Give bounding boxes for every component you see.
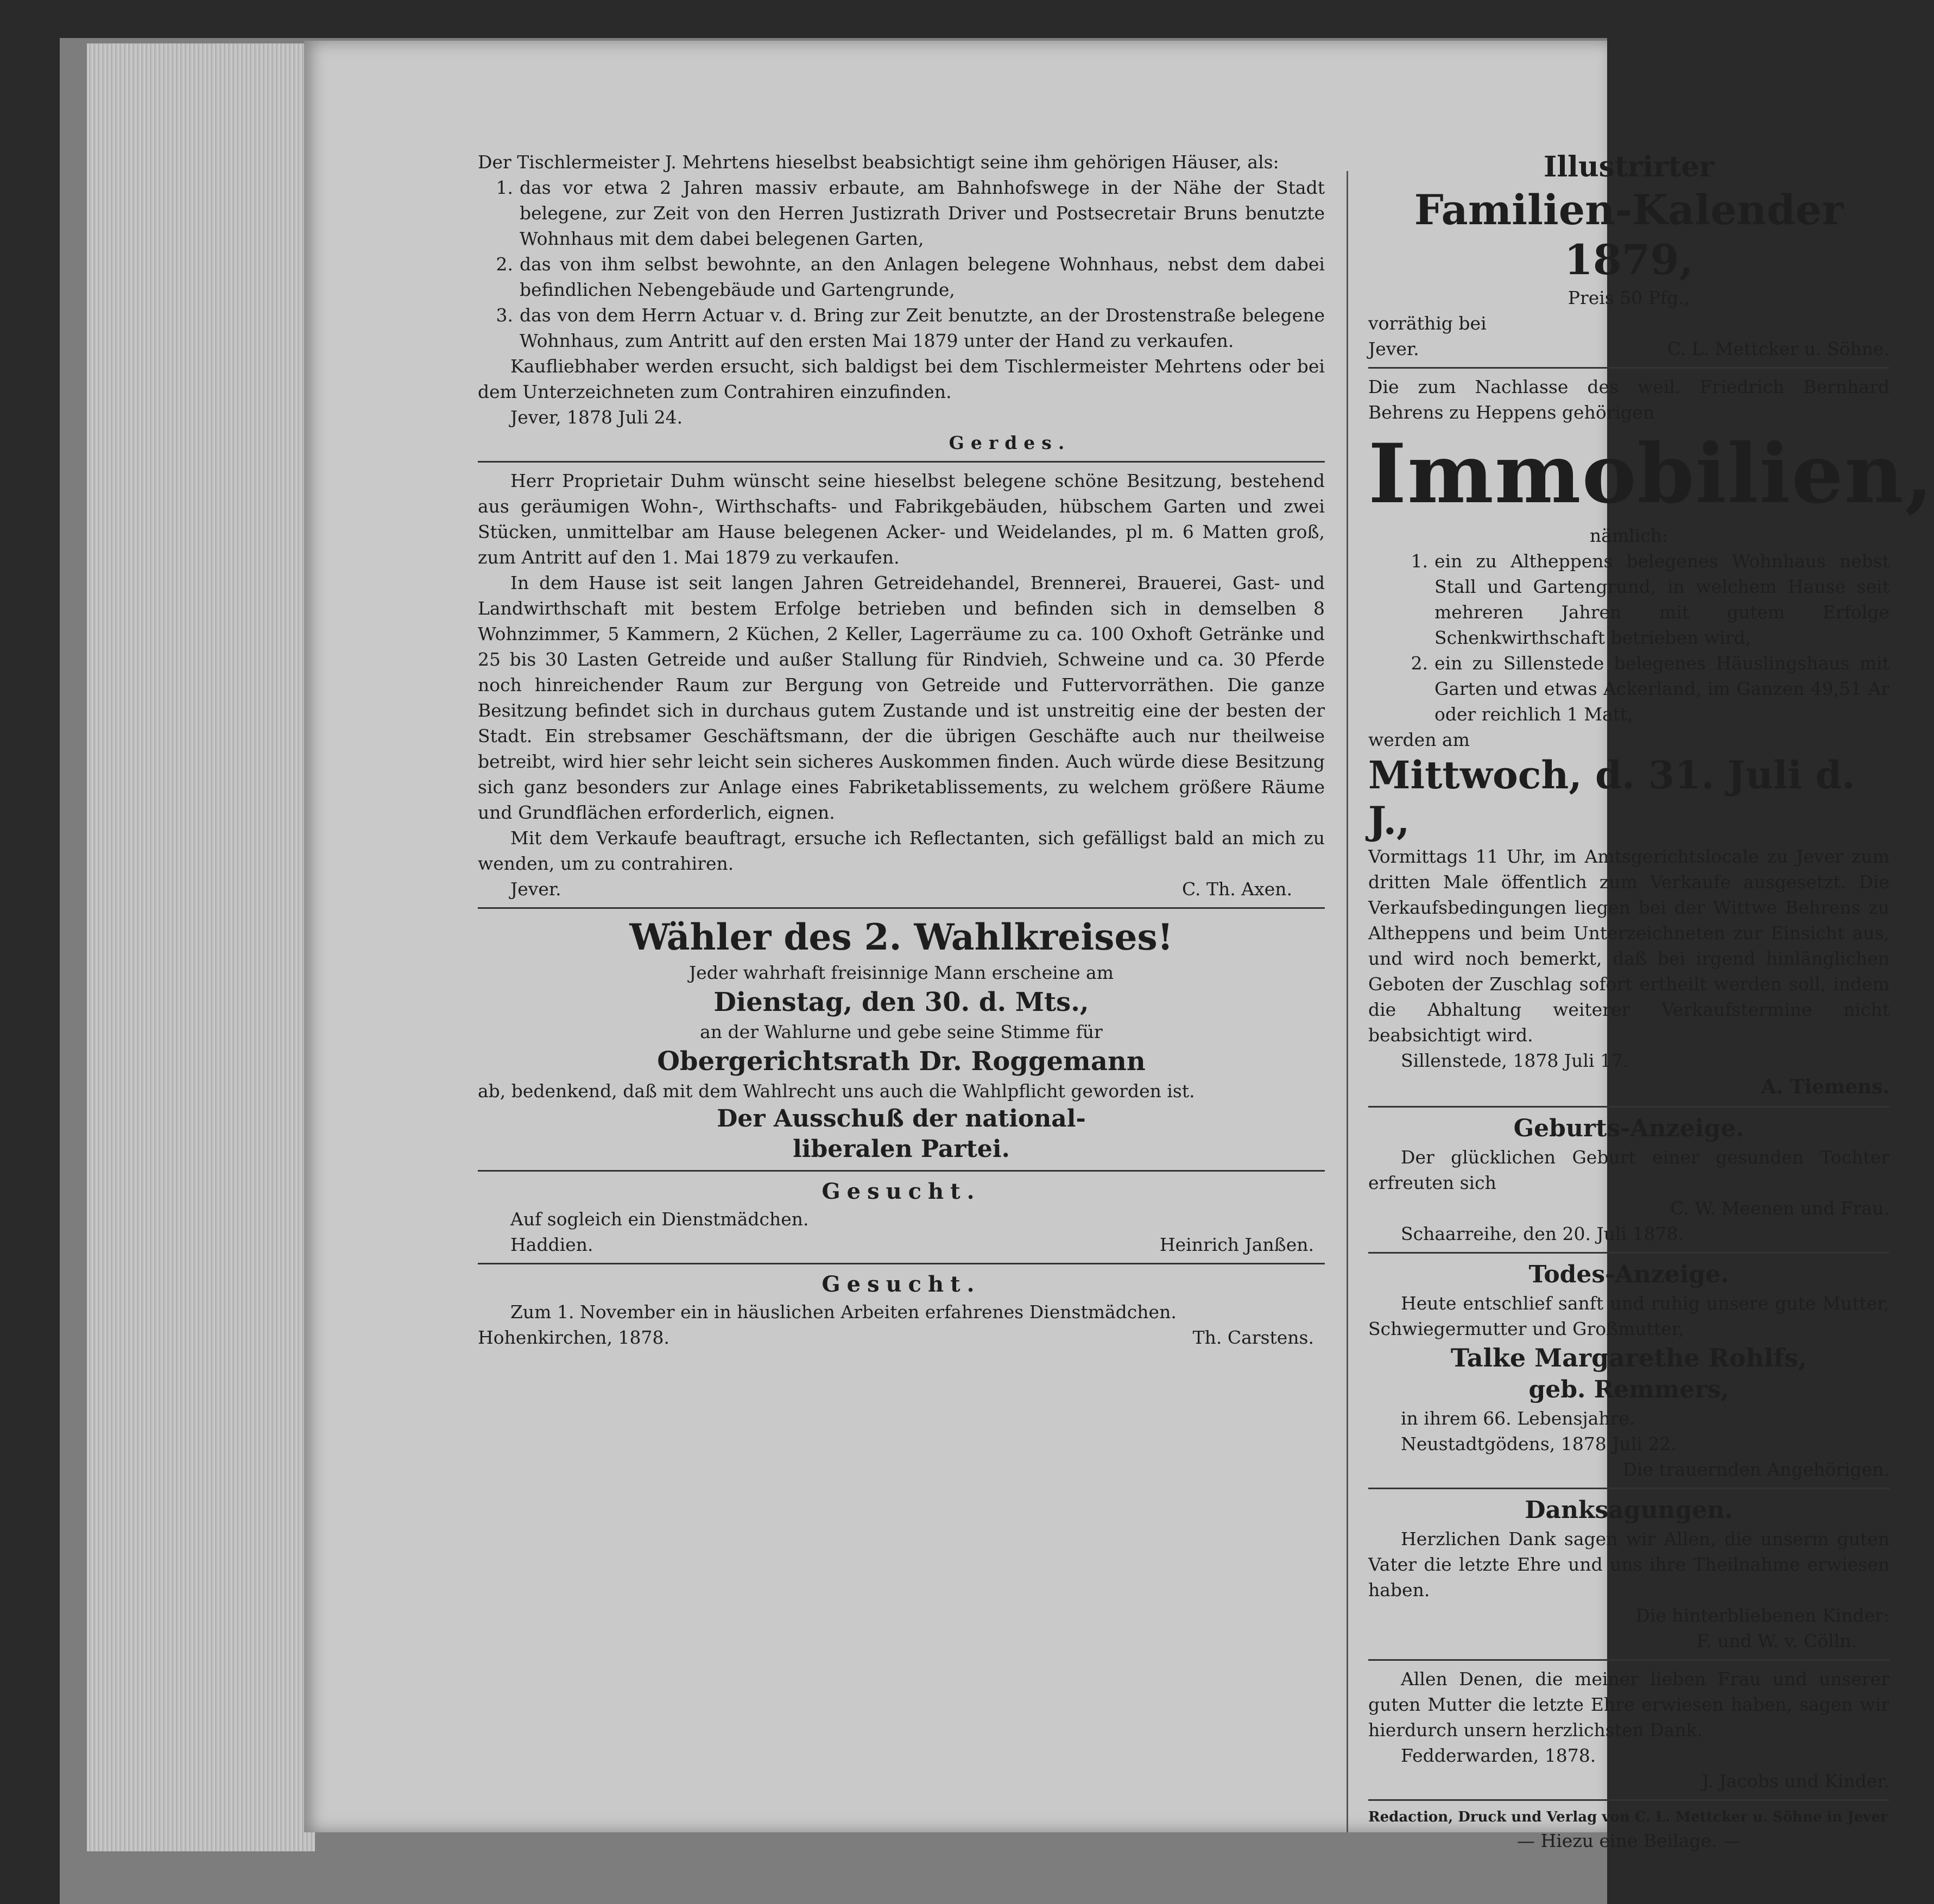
ad-footer xyxy=(478,876,1325,902)
ad-footer xyxy=(478,1232,1325,1257)
divider xyxy=(478,1170,1325,1172)
divider xyxy=(1368,367,1889,369)
signature: F. und W. v. Cölln. xyxy=(1696,1630,1857,1652)
seller: C. L. Mettcker u. Söhne. xyxy=(1667,338,1889,359)
ad-body: Vormittags 11 Uhr, im Amtsgerichtslocale zu Jever zum dritten Male öffentlich zum Verkaufe ausgesetzt. Die Verkaufsbedingungen liegen bei der Wittwe Behrens zu Altheppens und beim Unterzeichneten zur Einsicht aus, und wird noch bemerkt, daß bei irgend hinlänglichen Geboten der Zuschlag sofort ertheilt werden soll, indem die Abhaltung weiterer Verkaufstermine nicht beabsichtigt wird. xyxy=(1368,846,1889,1046)
ad-duhm xyxy=(478,468,1325,902)
title: Familien-Kalender 1879, xyxy=(1414,186,1844,284)
heading: Todes-Anzeige. xyxy=(1528,1261,1729,1288)
names: C. W. Meenen und Frau. xyxy=(1670,1198,1889,1219)
place: Hohenkirchen, 1878. xyxy=(478,1327,669,1348)
column-divider xyxy=(1347,171,1348,1832)
headline: Immobilien, xyxy=(1368,426,1934,522)
newspaper-page xyxy=(304,41,1934,1851)
ad-immobilien xyxy=(1368,374,1934,1100)
page-edges xyxy=(87,43,315,1851)
list-item xyxy=(478,302,1325,353)
divider xyxy=(478,461,1325,463)
list-item xyxy=(1368,650,1889,727)
ad-text: nämlich: xyxy=(1589,525,1668,546)
ad-text: an der Wahlurne und gebe seine Stimme für xyxy=(700,1021,1103,1042)
ad-text: Heute entschlief sanft und ruhig unsere gute Mutter, Schwiegermutter und Großmutter, xyxy=(1368,1293,1889,1339)
item-text: ein zu Altheppens belegenes Wohnhaus nebst Stall und Gartengrund, in welchem Hause seit mehreren Jahren mit gutem Erfolge Schenkwirthschaft betrieben wird, xyxy=(1434,551,1889,648)
ad-intro: Die zum Nachlasse des weil. Friedrich Bernhard Behrens zu Heppens gehörigen xyxy=(1368,376,1889,423)
ad-paragraph: Mit dem Verkaufe beauftragt, ersuche ich Reflectanten, sich gefälligst bald an mich zu wenden, um zu contrahiren. xyxy=(478,827,1325,874)
item-text: ein zu Sillenstede belegenes Häuslingshaus mit Garten und etwas Ackerland, im Ganzen 49,51 Ar oder reichlich 1 Matt, xyxy=(1434,653,1889,725)
place-date: Fedderwarden, 1878. xyxy=(1401,1745,1596,1766)
left-column xyxy=(478,149,1325,1350)
ad-footer xyxy=(478,1325,1325,1350)
place-date: Schaarreihe, den 20. Juli 1878. xyxy=(1401,1223,1684,1244)
signature: Der Ausschuß der national- xyxy=(717,1105,1086,1133)
item-number: 1. xyxy=(496,177,513,198)
place: Jever. xyxy=(510,878,561,900)
signature: Die trauernden Angehörigen. xyxy=(1622,1459,1889,1480)
ad-gesucht-2 xyxy=(478,1270,1325,1350)
place-date: Jever, 1878 Juli 24. xyxy=(510,407,683,428)
ad-footer xyxy=(1368,336,1889,362)
imprint xyxy=(1368,1806,1889,1854)
item-text: das von dem Herrn Actuar v. d. Bring zur Zeit benutzte, an der Drostenstraße belegene Wohnhaus, zum Antritt auf den ersten Mai 1879 unter der Hand zu verkaufen. xyxy=(520,305,1325,351)
ad-dank-1 xyxy=(1368,1495,1889,1654)
item-number: 2. xyxy=(1411,653,1428,674)
ad-text: Herzlichen Dank sagen wir Allen, die unserm guten Vater die letzte Ehre und uns ihre Theilnahme erwiesen haben. xyxy=(1368,1528,1889,1601)
ad-text: vorräthig bei xyxy=(1368,313,1487,334)
place-date: Sillenstede, 1878 Juli 17. xyxy=(1401,1050,1629,1071)
heading: Danksagungen. xyxy=(1525,1496,1733,1524)
signature: liberalen Partei. xyxy=(793,1135,1010,1163)
ad-mehrtens xyxy=(478,149,1325,456)
divider xyxy=(1368,1799,1889,1801)
name: Th. Carstens. xyxy=(1192,1327,1314,1348)
heading: Gesucht. xyxy=(821,1179,981,1204)
date-headline: Mittwoch, d. 31. Juli d. J., xyxy=(1368,752,1855,843)
headline: Wähler des 2. Wahlkreises! xyxy=(629,916,1173,958)
imprint-text: Redaction, Druck und Verlag von C. L. Mettcker u. Söhne in Jever xyxy=(1368,1809,1888,1825)
ad-text: Der glücklichen Geburt einer gesunden Tochter erfreuten sich xyxy=(1368,1147,1889,1193)
list-item xyxy=(478,175,1325,251)
date-headline: Dienstag, den 30. d. Mts., xyxy=(713,987,1089,1017)
signature: C. Th. Axen. xyxy=(1181,878,1292,900)
divider xyxy=(478,1263,1325,1264)
divider xyxy=(1368,1252,1889,1254)
right-column xyxy=(1368,149,1934,1854)
divider xyxy=(1368,1488,1889,1489)
ad-text: ab, bedenkend, daß mit dem Wahlrecht uns auch die Wahlpflicht geworden ist. xyxy=(478,1080,1195,1102)
signature: Die hinterbliebenen Kinder: xyxy=(1635,1605,1889,1626)
signature: J. Jacobs und Kinder. xyxy=(1702,1770,1889,1792)
place: Haddien. xyxy=(510,1234,593,1255)
heading: Gesucht. xyxy=(821,1272,981,1297)
ad-intro: Der Tischlermeister J. Mehrtens hieselbst beabsichtigt seine ihm gehörigen Häuser, als: xyxy=(478,151,1279,173)
ad-text: werden am xyxy=(1368,729,1470,750)
ad-gesucht-1 xyxy=(478,1177,1325,1257)
supplement-note: — Hiezu eine Beilage. — xyxy=(1516,1830,1741,1851)
ad-text: Auf sogleich ein Dienstmädchen. xyxy=(510,1209,809,1230)
signature: A. Tiemens. xyxy=(1761,1076,1889,1098)
place-date: Neustadtgödens, 1878 Juli 22. xyxy=(1401,1433,1677,1454)
divider xyxy=(1368,1659,1889,1661)
ad-paragraph: In dem Hause ist seit langen Jahren Getreidehandel, Brennerei, Brauerei, Gast- und Landwirthschaft mit bestem Erfolge betrieben und befinden sich in demselben 8 Wohnzimmer, 5 Kammern, 2 Küchen, 2 Keller, Lagerräume zu ca. 100 Oxhoft Getränke und 25 bis 30 Lasten Getreide und außer Stallung für Rindvieh, Schweine und ca. 30 Pferde noch hinreichender Raum zur Bergung von Getreide und Futtervorräthen. Die ganze Besitzung befindet sich in durchaus gutem Zustande und ist unstreitig eine der besten der Stadt. Ein strebsamer Geschäftsmann, der die übrigen Geschäfte auch nur theilweise betreibt, wird hier sehr leicht sein sicheres Auskommen finden. Auch würde diese Besitzung sich ganz besonders zur Anlage eines Fabriketablissements, zu welchem größere Räume und Grundflächen erforderlich, eignen. xyxy=(478,572,1325,823)
ad-text: Zum 1. November ein in häuslichen Arbeiten erfahrenes Dienstmädchen. xyxy=(510,1301,1177,1323)
item-number: 2. xyxy=(496,254,513,275)
ad-geburt xyxy=(1368,1113,1889,1247)
signature: Gerdes. xyxy=(949,432,1071,453)
candidate: Obergerichtsrath Dr. Roggemann xyxy=(657,1046,1146,1077)
title: Illustrirter xyxy=(1544,150,1714,184)
ad-text: Allen Denen, die meiner lieben Frau und unserer guten Mutter die letzte Ehre erwiesen haben, sagen wir hierdurch unsern herzlichsten Dank. xyxy=(1368,1668,1889,1741)
divider xyxy=(1368,1106,1889,1108)
price: Preis 50 Pfg., xyxy=(1568,287,1690,308)
ad-election xyxy=(478,914,1325,1165)
item-text: das vor etwa 2 Jahren massiv erbaute, am Bahnhofswege in der Nähe der Stadt belegene, zur Zeit von den Herren Justizrath Driver und Postsecretair Bruns benutzte Wohnhaus mit dem dabei belegenen Garten, xyxy=(520,177,1325,249)
divider xyxy=(478,907,1325,909)
list-item xyxy=(1368,548,1889,650)
ad-dank-2 xyxy=(1368,1666,1889,1794)
list-item xyxy=(478,251,1325,302)
name: Heinrich Janßen. xyxy=(1159,1234,1314,1255)
ad-body: Kaufliebhaber werden ersucht, sich baldigst bei dem Tischlermeister Mehrtens oder bei dem Unterzeichneten zum Contrahiren einzufinden. xyxy=(478,356,1325,402)
item-text: das von ihm selbst bewohnte, an den Anlagen belegene Wohnhaus, nebst dem dabei befindlichen Nebengebäude und Gartengrunde, xyxy=(520,254,1325,300)
ad-kalender xyxy=(1368,149,1889,362)
ad-text: in ihrem 66. Lebensjahre. xyxy=(1401,1408,1635,1429)
ad-paragraph: Herr Proprietair Duhm wünscht seine hieselbst belegene schöne Besitzung, bestehend aus geräumigen Wohn-, Wirthschafts- und Fabrikgebäuden, hübschem Garten und zwei Stücken, unmittelbar am Hause belegenen Acker- und Weidelandes, pl m. 6 Matten groß, zum Antritt auf den 1. Mai 1879 zu verkaufen. xyxy=(478,470,1325,568)
heading: Geburts-Anzeige. xyxy=(1513,1115,1745,1142)
item-number: 3. xyxy=(496,305,513,326)
ad-todes xyxy=(1368,1259,1889,1482)
ad-text: Jeder wahrhaft freisinnige Mann erscheine am xyxy=(688,962,1114,983)
item-number: 1. xyxy=(1411,551,1428,572)
deceased-name: Talke Margarethe Rohlfs, xyxy=(1450,1343,1807,1372)
maiden-name: geb. Remmers, xyxy=(1528,1376,1729,1403)
place: Jever. xyxy=(1368,338,1419,359)
